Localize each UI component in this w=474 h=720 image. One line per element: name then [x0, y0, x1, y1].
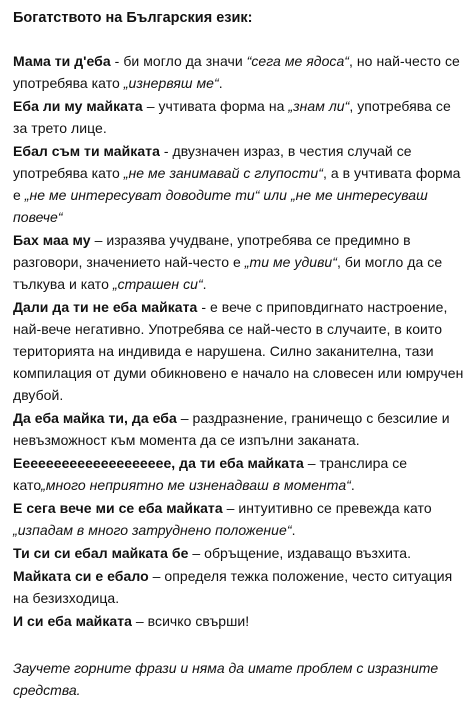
phrase-entry	[13, 229, 464, 295]
phrase-quote: „не ме интересуват доводите ти“ или „не ме интересуваш повече“	[13, 187, 428, 225]
phrase-quote: „знам ли“	[288, 98, 350, 114]
phrase-text: – обръщение, издаващо възхита.	[188, 545, 412, 561]
phrase-term: Ееееееееееееееееееее, да ти еба майката	[13, 455, 304, 471]
phrase-text: .	[350, 477, 355, 493]
phrase-entry	[13, 296, 464, 406]
phrase-quote: „не ме занимавай с глупости“	[123, 165, 323, 181]
phrase-text: – транслира се като	[13, 455, 408, 493]
phrase-text: , но най-често се употребява като	[13, 53, 460, 91]
phrase-text: - е вече с приповдигнато настроение, най-вече негативно. Употребява се най-често в случаите, в които територията на индивида е нарушена. Силно заканителна, тази компилация от думи обикновено е начало на словесен или юмручен двубой.	[13, 299, 464, 403]
phrase-quote: „много неприятно ме изненадваш в момента“	[41, 477, 351, 493]
document-title: Богатството на Българския език:	[13, 10, 253, 26]
phrase-entry	[13, 50, 464, 94]
entries-list	[13, 50, 464, 632]
phrase-term: Е сега вече ми се еба майката	[13, 500, 223, 516]
phrase-term: Дали да ти не еба майката	[13, 299, 198, 315]
phrase-entry	[13, 407, 464, 451]
phrase-text: .	[218, 75, 223, 91]
phrase-text: – определя тежка положение, често ситуация на безизходица.	[13, 568, 453, 606]
phrase-term: Бах маа му	[13, 232, 91, 248]
phrase-term: Да еба майка ти, да еба	[13, 410, 177, 426]
phrase-quote: “сега ме ядоса“	[246, 53, 350, 69]
phrase-entry	[13, 542, 464, 564]
phrase-text: , а в учтивата форма е	[13, 165, 461, 203]
phrase-quote: „ти ме удиви“	[244, 254, 337, 270]
phrase-term: Мама ти д'еба	[13, 53, 111, 69]
phrase-term: Ти си си ебал майката бе	[13, 545, 189, 561]
phrase-term: Ебал съм ти майката	[13, 143, 160, 159]
spacer	[13, 633, 464, 657]
phrase-text: – всичко свърши!	[131, 613, 250, 629]
phrase-text: - би могло да значи	[110, 53, 247, 69]
phrase-text: – раздразнение, граничещо с безсилие и невъзможност към момента да се изпълни заканата.	[13, 410, 450, 448]
phrase-term: Еба ли му майката	[13, 98, 143, 114]
phrase-entry	[13, 452, 464, 496]
phrase-quote: „изнервяш ме“	[123, 75, 219, 91]
phrase-text: – изразява учудване, употребява се предимно в разговори, значението най-често е	[13, 232, 411, 270]
phrase-text: – интуитивно се превежда като	[222, 500, 432, 516]
phrase-entry	[13, 95, 464, 139]
phrase-entry	[13, 140, 464, 228]
phrase-text: – учтивата форма на	[142, 98, 289, 114]
closing-note: Заучете горните фрази и няма да имате проблем с изразните средства.	[13, 660, 439, 698]
phrase-text: , употребява се за трето лице.	[13, 98, 451, 136]
phrase-quote: „страшен си“	[112, 276, 203, 292]
phrase-entry	[13, 497, 464, 541]
phrase-entry	[13, 610, 464, 632]
phrase-text: , би могло да се тълкува и като	[13, 254, 443, 292]
phrase-term: И си еба майката	[13, 613, 132, 629]
phrase-text: .	[291, 522, 296, 538]
phrase-quote: „изпадам в много затруднено положение“	[13, 522, 292, 538]
phrase-text: - двузначен израз, в честия случай се употребява като	[13, 143, 412, 181]
phrase-term: Майката си е ебало	[13, 568, 149, 584]
phrase-entry	[13, 565, 464, 609]
phrase-text: .	[202, 276, 207, 292]
